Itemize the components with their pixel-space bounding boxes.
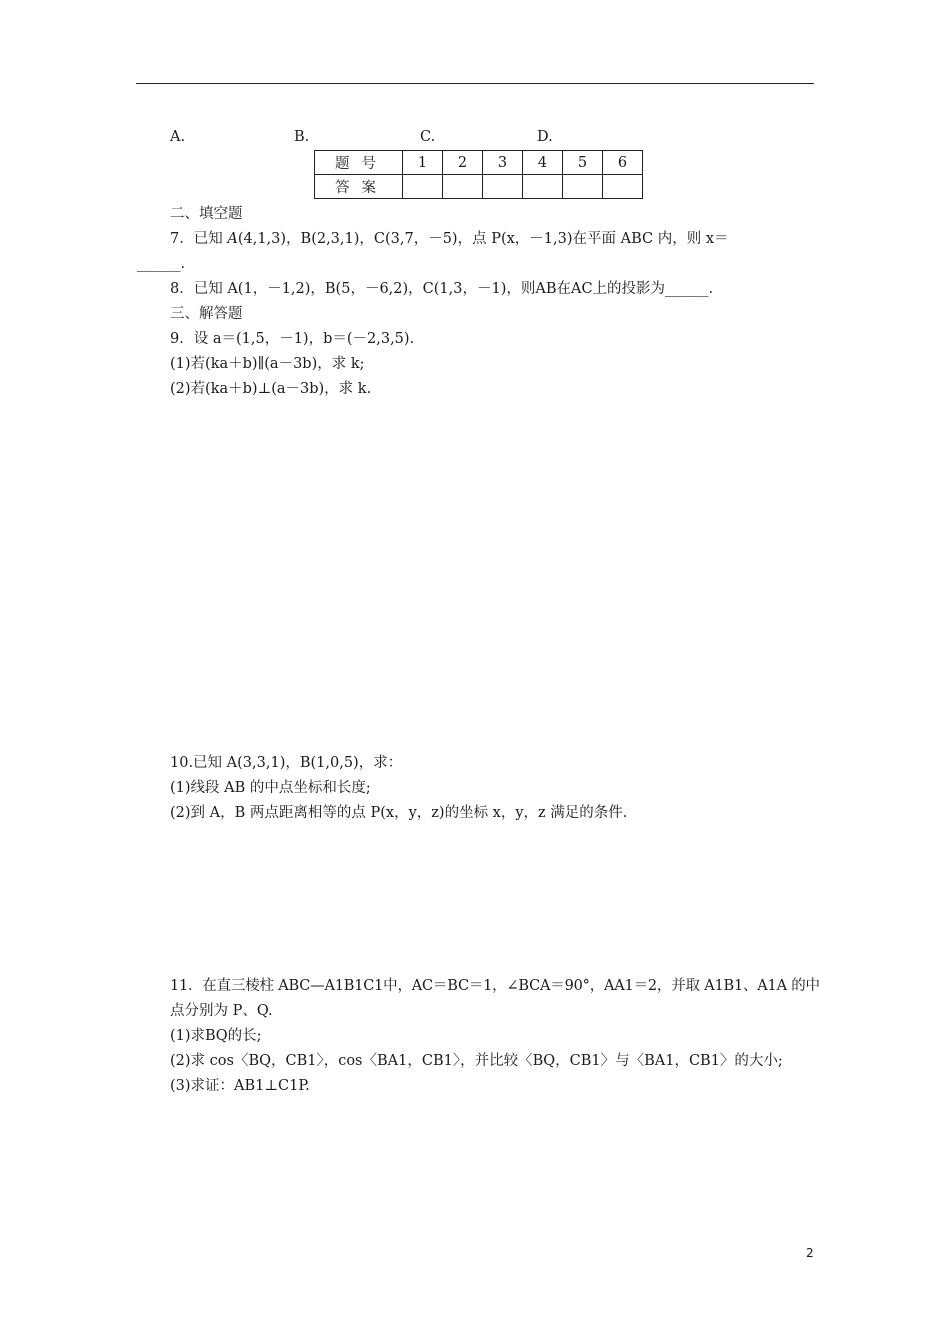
question-7-text: (4,1,3)，B(2,3,1)，C(3,7，－5)，点 P(x，－1,3)在平面 ABC 内，则 x＝: [237, 231, 729, 247]
question-11-part-1: (1)求BQ的长;: [170, 1028, 262, 1044]
question-9-part-2: (2)若(ka＋b)⊥(a－3b)，求 k.: [170, 381, 372, 397]
question-11-part-3: (3)求证：AB1⊥C1P.: [170, 1078, 310, 1094]
answer-cell[interactable]: [523, 175, 563, 199]
row-label-answer: 答案: [315, 175, 403, 199]
question-8: 8．已知 A(1，－1,2)，B(5，－6,2)，C(1,3，－1)，则AB在AC上的投影为______.: [170, 281, 714, 297]
answer-cell[interactable]: [483, 175, 523, 199]
question-10-part-2: (2)到 A，B 两点距离相等的点 P(x，y，z)的坐标 x，y，z 满足的条件.: [170, 805, 628, 821]
option-a: A.: [170, 129, 186, 145]
section-solve-heading: 三、解答题: [170, 306, 243, 322]
question-7: 7．已知 A(4,1,3)，B(2,3,1)，C(3,7，－5)，点 P(x，－1,3)在平面 ABC 内，则 x＝: [170, 231, 729, 247]
question-10-part-1: (1)线段 AB 的中点坐标和长度;: [170, 780, 371, 796]
option-c: C.: [420, 129, 436, 145]
question-7-number: 7．已知: [170, 231, 223, 247]
question-number-cell: 6: [603, 151, 643, 175]
question-9-part-1: (1)若(ka＋b)∥(a－3b)，求 k;: [170, 356, 365, 372]
question-number-cell: 5: [563, 151, 603, 175]
answer-table: [314, 150, 643, 199]
question-11-part-2: (2)求 cos〈BQ，CB1〉，cos〈BA1，CB1〉，并比较〈BQ，CB1〉与〈BA1，CB1〉的大小;: [170, 1053, 783, 1069]
answer-cell[interactable]: [403, 175, 443, 199]
question-number-cell: 3: [483, 151, 523, 175]
header-rule: [136, 83, 814, 84]
question-11-line-2: 点分别为 P、Q.: [170, 1003, 273, 1019]
answer-table-number-row: [315, 151, 643, 175]
answer-cell[interactable]: [443, 175, 483, 199]
question-9-stem: 9．设 a＝(1,5，－1)，b＝(－2,3,5).: [170, 331, 415, 347]
section-fill-blank-heading: 二、填空题: [170, 206, 243, 222]
question-number-cell: 2: [443, 151, 483, 175]
answer-cell[interactable]: [563, 175, 603, 199]
question-number-cell: 1: [403, 151, 443, 175]
option-d: D.: [537, 129, 553, 145]
page-number: 2: [806, 1246, 814, 1260]
question-number-cell: 4: [523, 151, 563, 175]
question-7-blank: ______.: [137, 256, 186, 272]
question-10-stem: 10.已知 A(3,3,1)，B(1,0,5)，求：: [170, 755, 403, 771]
answer-table-answer-row: [315, 175, 643, 199]
option-b: B.: [294, 129, 310, 145]
row-label-number: 题号: [315, 151, 403, 175]
answer-cell[interactable]: [603, 175, 643, 199]
question-11-line-1: 11．在直三棱柱 ABC—A1B1C1中，AC＝BC＝1，∠BCA＝90°，AA1＝2，并取 A1B1、A1A 的中: [170, 978, 820, 994]
